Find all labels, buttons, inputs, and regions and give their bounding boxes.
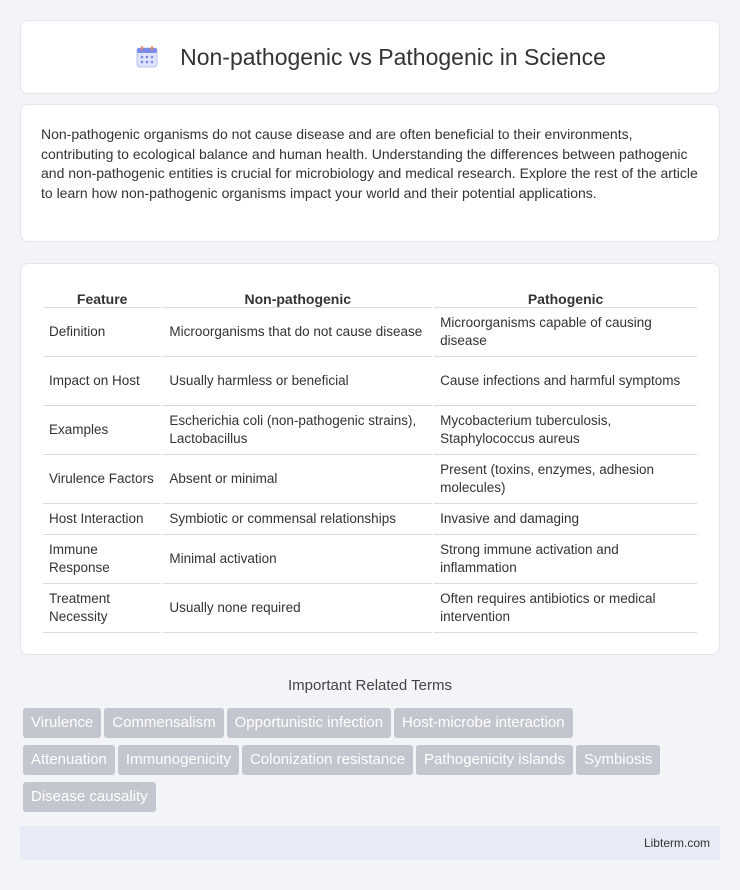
non-pathogenic-cell: Absent or minimal (163, 455, 432, 504)
table-row (43, 504, 697, 535)
pathogenic-cell: Strong immune activation and inflammation (434, 535, 697, 584)
tag-commensalism[interactable]: Commensalism (104, 708, 223, 738)
comparison-table-card (20, 263, 720, 655)
non-pathogenic-cell: Usually harmless or beneficial (163, 357, 432, 406)
tag-immunogenicity[interactable]: Immunogenicity (118, 745, 239, 775)
feature-cell: Impact on Host (43, 357, 161, 406)
tag-symbiosis[interactable]: Symbiosis (576, 745, 660, 775)
tag-colonization-resistance[interactable]: Colonization resistance (242, 745, 413, 775)
calendar-grid-icon (134, 44, 160, 70)
title-card (20, 20, 720, 94)
tag-attenuation[interactable]: Attenuation (23, 745, 115, 775)
feature-cell: Definition (43, 308, 161, 357)
non-pathogenic-cell: Microorganisms that do not cause disease (163, 308, 432, 357)
table-row (43, 535, 697, 584)
tag-host-microbe-interaction[interactable]: Host-microbe interaction (394, 708, 573, 738)
related-terms-list (23, 708, 723, 819)
table-row (43, 584, 697, 633)
page-title: Non-pathogenic vs Pathogenic in Science (180, 43, 606, 70)
non-pathogenic-cell: Minimal activation (163, 535, 432, 584)
intro-card (20, 104, 720, 242)
feature-cell: Treatment Necessity (43, 584, 161, 633)
related-terms-heading: Important Related Terms (288, 677, 452, 694)
intro-text: Non-pathogenic organisms do not cause disease and are often beneficial to their environments, contributing to ecological balance and human health. Understanding the differences between pathogenic and non-pathogenic entities is crucial for microbiology and medical research. Explore the rest of the article to learn how non-pathogenic organisms impact your world and their potential applications. (41, 126, 698, 201)
header-non-pathogenic: Non-pathogenic (163, 284, 432, 308)
pathogenic-cell: Mycobacterium tuberculosis, Staphylococcus aureus (434, 406, 697, 455)
tag-virulence[interactable]: Virulence (23, 708, 101, 738)
header-feature: Feature (43, 284, 161, 308)
table-row (43, 406, 697, 455)
non-pathogenic-cell: Escherichia coli (non-pathogenic strains), Lactobacillus (163, 406, 432, 455)
non-pathogenic-cell: Symbiotic or commensal relationships (163, 504, 432, 535)
header-pathogenic: Pathogenic (434, 284, 697, 308)
table-row (43, 455, 697, 504)
pathogenic-cell: Cause infections and harmful symptoms (434, 357, 697, 406)
table-header-row (43, 284, 697, 308)
pathogenic-cell: Invasive and damaging (434, 504, 697, 535)
footer-site-link[interactable]: Libterm.com (643, 836, 710, 850)
comparison-table (41, 284, 699, 633)
feature-cell: Immune Response (43, 535, 161, 584)
feature-cell: Host Interaction (43, 504, 161, 535)
pathogenic-cell: Present (toxins, enzymes, adhesion molecules) (434, 455, 697, 504)
table-row (43, 308, 697, 357)
pathogenic-cell: Microorganisms capable of causing disease (434, 308, 697, 357)
table-row (43, 357, 697, 406)
feature-cell: Examples (43, 406, 161, 455)
footer (20, 826, 720, 860)
tag-pathogenicity-islands[interactable]: Pathogenicity islands (416, 745, 573, 775)
tag-opportunistic-infection[interactable]: Opportunistic infection (227, 708, 391, 738)
feature-cell: Virulence Factors (43, 455, 161, 504)
pathogenic-cell: Often requires antibiotics or medical intervention (434, 584, 697, 633)
tag-disease-causality[interactable]: Disease causality (23, 782, 156, 812)
non-pathogenic-cell: Usually none required (163, 584, 432, 633)
